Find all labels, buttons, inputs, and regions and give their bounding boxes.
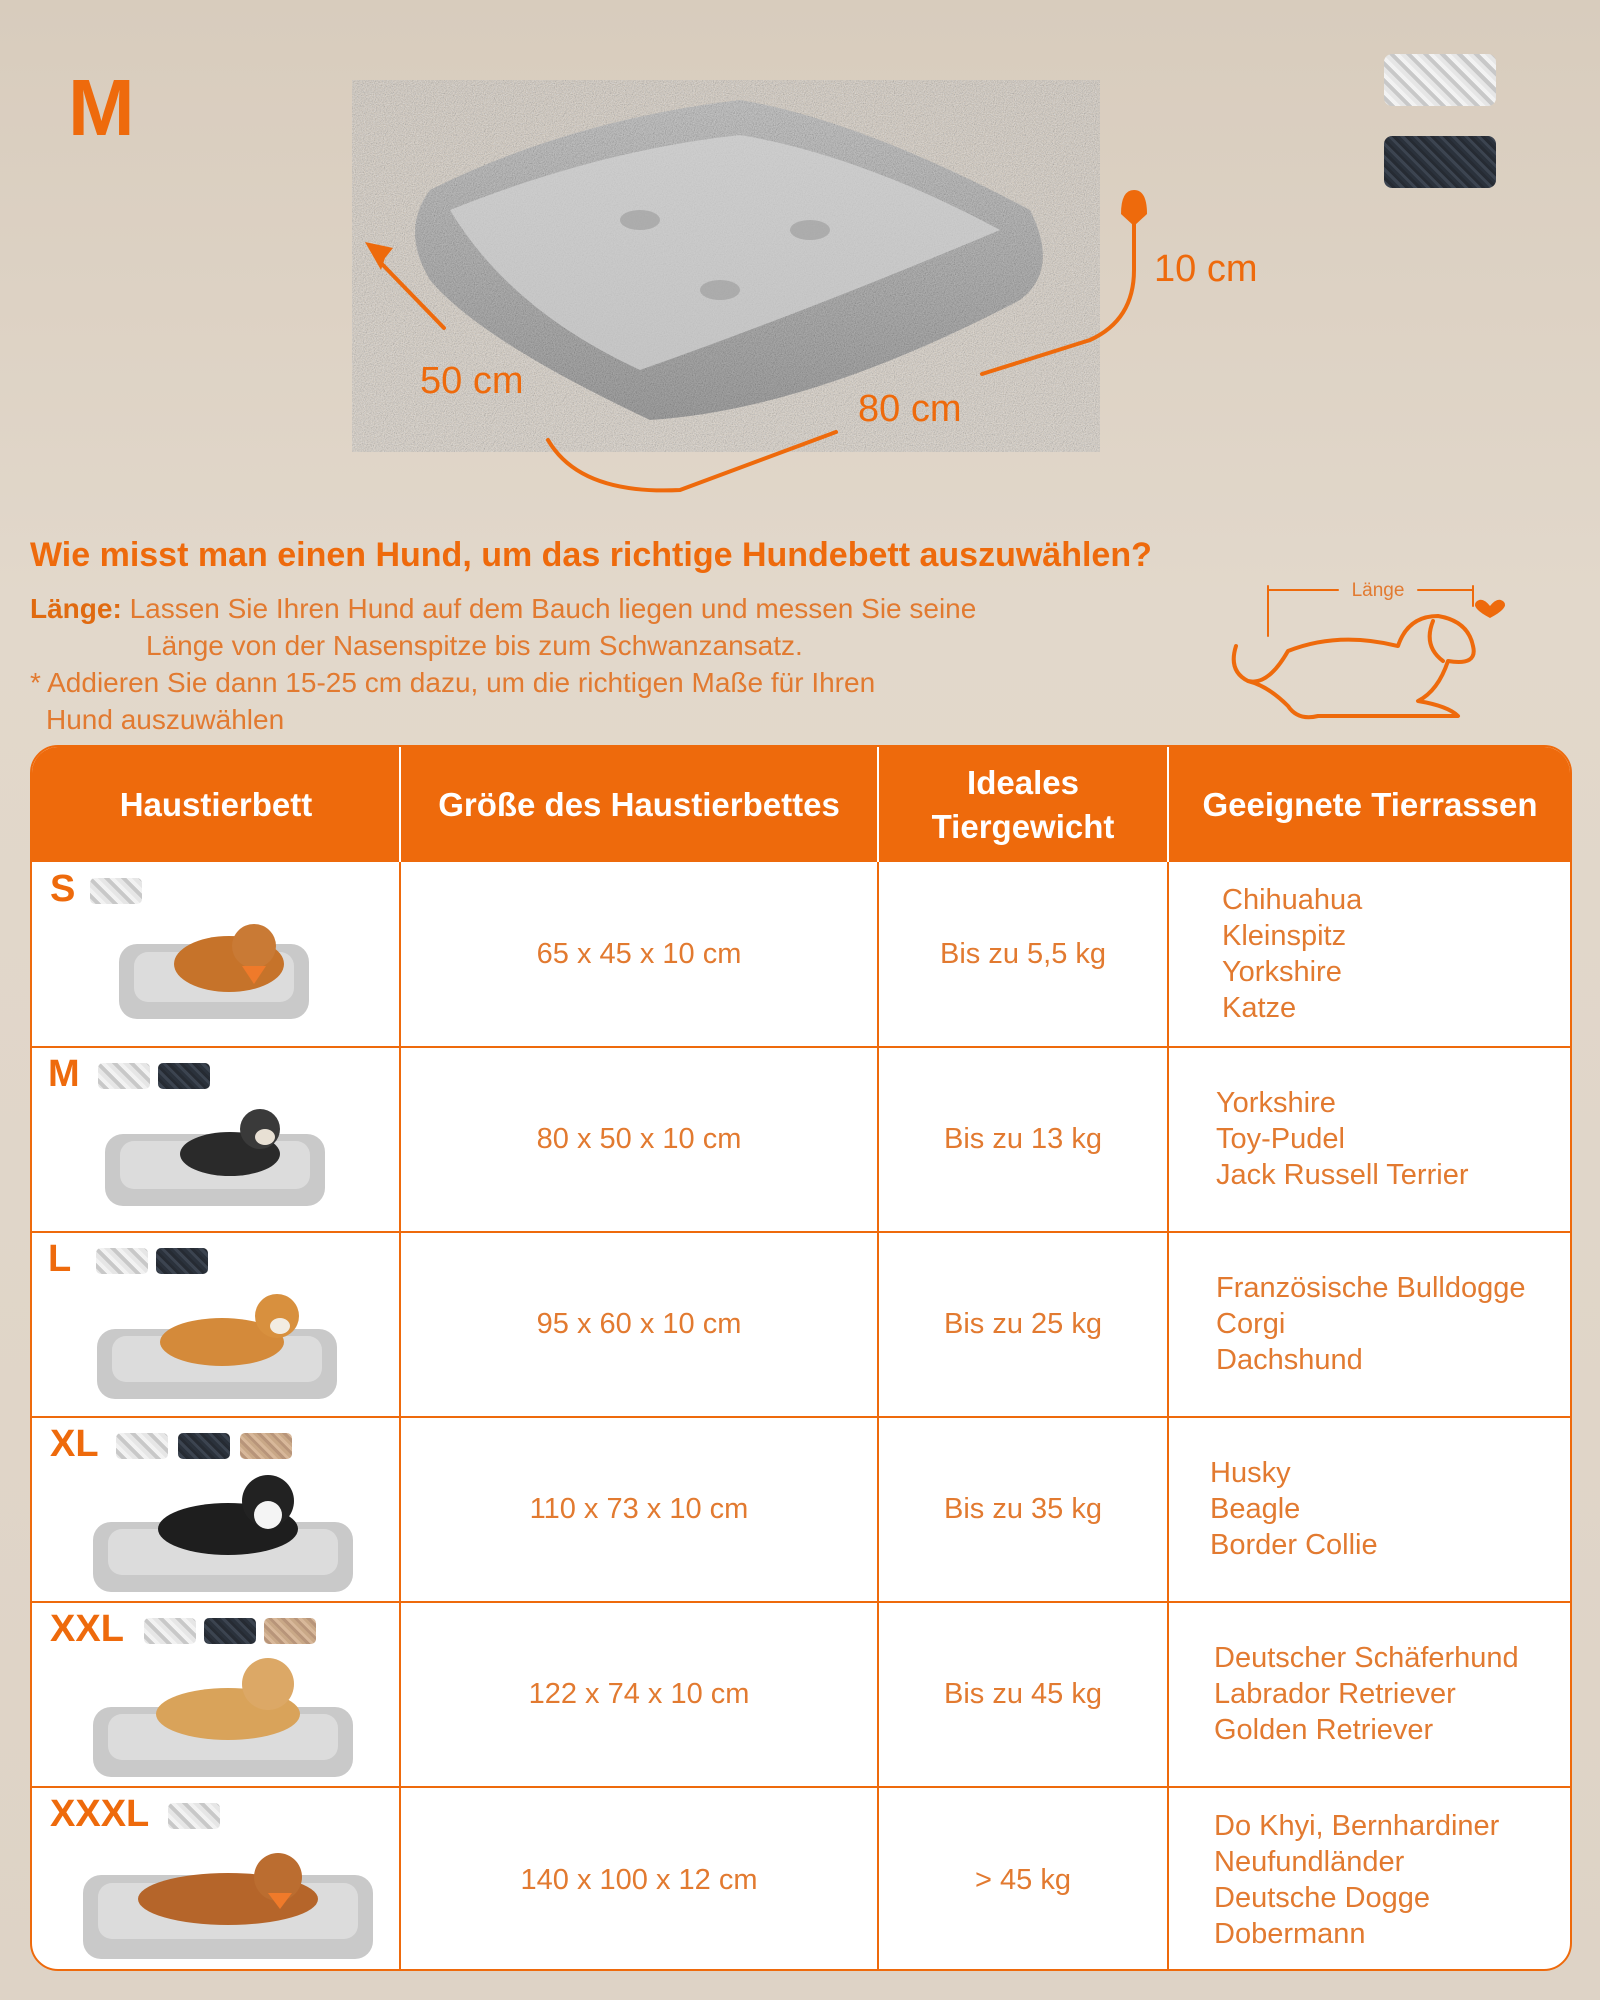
header-weight	[878, 747, 1168, 862]
breed-item: Yorkshire	[1222, 956, 1342, 988]
swatch-dark-grey[interactable]	[204, 1618, 256, 1644]
note-line-1: * Addieren Sie dann 15-25 cm dazu, um die richtigen Maße für Ihren	[30, 667, 876, 698]
row-dims: 140 x 100 x 12 cm	[520, 1863, 758, 1896]
header-divider	[399, 747, 401, 862]
dim-length-label: 80 cm	[858, 388, 962, 430]
row-breeds	[1214, 1787, 1572, 1971]
breed-item: Border Collie	[1210, 1529, 1378, 1561]
breed-item: Corgi	[1216, 1308, 1286, 1340]
breed-item: Französische Bulldogge	[1216, 1272, 1526, 1304]
row-breeds	[1216, 1047, 1572, 1231]
swatch-dark-grey[interactable]	[156, 1248, 208, 1274]
dim-height-label: 10 cm	[1154, 248, 1258, 290]
dim-width-label: 50 cm	[420, 360, 524, 402]
row-weight: > 45 kg	[975, 1863, 1071, 1896]
measure-question-heading: Wie misst man einen Hund, um das richtige Hundebett auszuwählen?	[30, 536, 1152, 574]
row-dims: 65 x 45 x 10 cm	[536, 937, 742, 970]
header-weight-1: Ideales	[967, 763, 1079, 801]
bed-with-large-retriever-image	[78, 1835, 378, 1965]
row-size-label: XXXL	[50, 1793, 150, 1835]
row-weight: Bis zu 13 kg	[944, 1122, 1102, 1155]
header-divider	[1167, 747, 1169, 862]
breed-item: Katze	[1222, 992, 1297, 1024]
breed-item: Neufundländer	[1214, 1846, 1405, 1878]
header-bed: Haustierbett	[119, 785, 313, 823]
table-row-l	[32, 1232, 1570, 1416]
breed-item: Labrador Retriever	[1214, 1678, 1456, 1710]
row-weight: Bis zu 25 kg	[944, 1307, 1102, 1340]
header-breeds: Geeignete Tierrassen	[1202, 785, 1538, 823]
row-weight: Bis zu 45 kg	[944, 1677, 1102, 1710]
length-text-1: Lassen Sie Ihren Hund auf dem Bauch liegen und messen Sie seine	[129, 593, 977, 624]
row-dims: 95 x 60 x 10 cm	[536, 1307, 742, 1340]
row-size-label: S	[50, 868, 76, 910]
table-row-m	[32, 1047, 1570, 1231]
breed-item: Kleinspitz	[1222, 920, 1347, 952]
row-breeds	[1214, 1602, 1572, 1786]
swatch-light-grey[interactable]	[98, 1063, 150, 1089]
swatch-brown[interactable]	[240, 1433, 292, 1459]
table-row-xl	[32, 1417, 1570, 1601]
breed-item: Dachshund	[1216, 1344, 1363, 1376]
header-weight-2: Tiergewicht	[931, 807, 1115, 845]
swatch-light-grey[interactable]	[96, 1248, 148, 1274]
bed-with-golden-retriever-image	[88, 1652, 358, 1782]
table-row-xxxl	[32, 1787, 1570, 1971]
bed-with-small-dog-image	[100, 1099, 330, 1209]
breed-item: Do Khyi, Bernhardiner	[1214, 1810, 1500, 1842]
row-size-label: XL	[50, 1423, 99, 1465]
length-label: Länge:	[30, 593, 122, 624]
row-breeds	[1210, 1417, 1572, 1601]
note-line-2: Hund auszuwählen	[46, 704, 285, 735]
row-weight: Bis zu 5,5 kg	[939, 937, 1107, 970]
row-breeds	[1222, 862, 1572, 1046]
header-divider	[877, 747, 879, 862]
diagram-length-label: Länge	[1351, 580, 1405, 601]
dimension-arrows	[0, 0, 1600, 520]
dog-length-diagram	[1228, 576, 1528, 736]
row-dims: 80 x 50 x 10 cm	[536, 1122, 742, 1155]
swatch-light-grey[interactable]	[168, 1803, 220, 1829]
swatch-light-grey[interactable]	[116, 1433, 168, 1459]
swatch-light-grey[interactable]	[90, 878, 142, 904]
row-weight: Bis zu 35 kg	[944, 1492, 1102, 1525]
breed-item: Deutsche Dogge	[1214, 1882, 1431, 1914]
row-dims: 122 x 74 x 10 cm	[528, 1677, 750, 1710]
breed-item: Yorkshire	[1216, 1087, 1336, 1119]
breed-item: Chihuahua	[1222, 884, 1363, 916]
bed-with-pomeranian-image	[114, 914, 314, 1024]
swatch-brown[interactable]	[264, 1618, 316, 1644]
breed-item: Jack Russell Terrier	[1216, 1159, 1469, 1191]
bed-with-border-collie-image	[88, 1467, 358, 1597]
length-text-2: Länge von der Nasenspitze bis zum Schwanzansatz.	[146, 630, 803, 661]
size-table	[30, 745, 1572, 1971]
hero-size-label: M	[68, 63, 135, 152]
row-size-label: XXL	[50, 1608, 124, 1650]
breed-item: Husky	[1210, 1457, 1291, 1489]
length-instruction	[30, 590, 976, 627]
swatch-light-grey[interactable]	[144, 1618, 196, 1644]
table-row-s	[32, 862, 1570, 1046]
swatch-dark-grey[interactable]	[158, 1063, 210, 1089]
breed-item: Dobermann	[1214, 1918, 1366, 1950]
row-breeds	[1216, 1232, 1572, 1416]
breed-item: Toy-Pudel	[1216, 1123, 1345, 1155]
header-size: Größe des Haustierbettes	[438, 785, 840, 823]
swatch-dark-grey[interactable]	[178, 1433, 230, 1459]
row-size-label: L	[48, 1238, 72, 1280]
table-row-xxl	[32, 1602, 1570, 1786]
row-size-label: M	[48, 1053, 80, 1095]
breed-item: Deutscher Schäferhund	[1214, 1642, 1519, 1674]
row-dims: 110 x 73 x 10 cm	[529, 1492, 749, 1525]
bed-with-corgi-image	[92, 1284, 342, 1404]
breed-item: Beagle	[1210, 1493, 1301, 1525]
breed-item: Golden Retriever	[1214, 1714, 1434, 1746]
